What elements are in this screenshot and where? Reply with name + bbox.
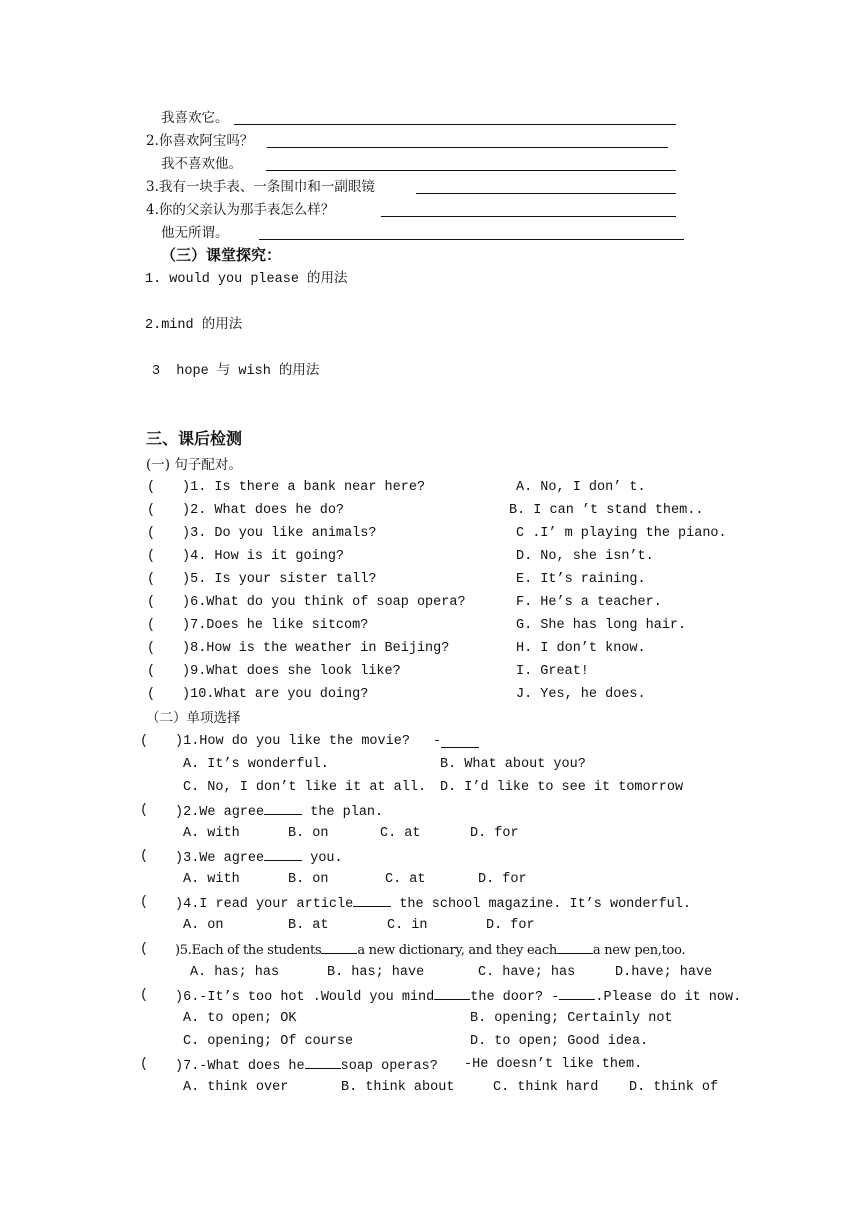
matching-answer: B. I can ’t stand them.. [509,503,704,518]
question-text: a new dictionary, and they each [357,943,557,958]
option-d[interactable]: D. for [486,918,535,933]
answer-paren[interactable]: ( [147,572,156,587]
question-text: )5.Each of the students [175,943,322,958]
option-b[interactable]: B. What about you? [440,757,586,772]
question-text: the school magazine. It’s wonderful. [391,897,691,912]
option-b[interactable]: B. on [288,872,329,887]
matching-answer: H. I don’t know. [516,641,646,656]
answer-paren[interactable]: ( [147,549,156,564]
explore-item-1: 1. would you please 的用法 [145,272,348,287]
answer-paren[interactable]: ( [147,641,156,656]
answer-paren[interactable]: ( [140,849,149,864]
option-d[interactable]: D. for [478,872,527,887]
option-c[interactable]: C. opening; Of course [183,1034,354,1049]
choice-heading: （二）单项选择 [146,710,241,726]
matching-question: )1. Is there a bank near here? [182,480,426,495]
matching-question: )9.What does she look like? [182,664,401,679]
answer-paren[interactable]: ( [140,734,149,749]
translation-line-1: 我喜欢它。 [161,110,229,126]
choice-question-4 [175,894,691,914]
explore-heading: （三）课堂探究： [161,246,282,264]
answer-paren[interactable]: ( [147,595,156,610]
answer-paren[interactable]: ( [140,895,149,910]
matching-question: )6.What do you think of soap opera? [182,595,466,610]
answer-paren[interactable]: ( [147,480,156,495]
matching-question: )8.How is the weather in Beijing? [182,641,450,656]
answer-blank[interactable] [264,802,302,815]
option-b[interactable]: B. think about [341,1080,455,1095]
dialog-dash: - [433,734,442,749]
choice-question-3 [175,848,343,868]
option-c[interactable]: C. have; has [478,965,576,980]
translation-line-6: 他无所谓。 [161,225,229,241]
answer-blank-line[interactable] [266,170,676,171]
option-a[interactable]: A. has; has [190,965,280,980]
option-a[interactable]: A. on [183,918,224,933]
choice-question-2 [175,802,383,822]
option-b[interactable]: B. on [288,826,329,841]
option-a[interactable]: A. with [183,872,240,887]
option-a[interactable]: A. think over [183,1080,289,1095]
matching-question: )10.What are you doing? [182,687,369,702]
question-text: soap operas? [340,1059,438,1074]
answer-paren[interactable]: ( [147,618,156,633]
matching-answer: J. Yes, he does. [516,687,646,702]
matching-question: )2. What does he do? [182,503,345,518]
option-a[interactable]: A. It’s wonderful. [183,757,329,772]
option-c[interactable]: C. No, I don’t like it at all. [183,780,427,795]
answer-paren[interactable]: ( [140,942,149,957]
answer-paren[interactable]: ( [147,664,156,679]
answer-paren[interactable]: ( [140,988,149,1003]
answer-blank-line[interactable] [259,239,684,240]
option-d[interactable]: D.have; have [615,965,713,980]
matching-answer: D. No, she isn’t. [516,549,654,564]
answer-blank[interactable] [264,848,302,861]
choice-question-7 [175,1056,438,1076]
option-d[interactable]: D. I’d like to see it tomorrow [440,780,684,795]
question-text: the plan. [302,805,384,820]
matching-question: )5. Is your sister tall? [182,572,377,587]
option-a[interactable]: A. with [183,826,240,841]
answer-blank-line[interactable] [267,147,668,148]
answer-paren[interactable]: ( [140,1057,149,1072]
question-text: you. [302,851,343,866]
matching-answer: A. No, I don’ t. [516,480,646,495]
matching-heading: (一) 句子配对。 [146,457,242,473]
option-b[interactable]: B. has; have [327,965,425,980]
matching-question: )7.Does he like sitcom? [182,618,369,633]
option-c[interactable]: C. in [387,918,428,933]
answer-blank[interactable] [557,941,593,954]
choice-question-6 [175,987,741,1007]
explore-item-2: 2.mind 的用法 [145,318,243,333]
answer-blank-line[interactable] [416,193,676,194]
dialog-reply: -He doesn’t like them. [464,1057,643,1072]
choice-question-5 [175,941,685,960]
choice-question-1: )1.How do you like the movie? [175,734,410,749]
question-text: )7.-What does he [175,1059,305,1074]
option-d[interactable]: D. to open; Good idea. [470,1034,649,1049]
question-text: .Please do it now. [595,990,742,1005]
translation-line-4: 3.我有一块手表、一条围巾和一副眼镜 [146,179,375,195]
option-c[interactable]: C. think hard [493,1080,599,1095]
matching-answer: F. He’s a teacher. [516,595,662,610]
answer-blank-line[interactable] [381,216,676,217]
translation-line-2: 2.你喜欢阿宝吗？ [146,133,254,149]
option-b[interactable]: B. opening; Certainly not [470,1011,673,1026]
option-c[interactable]: C. at [385,872,426,887]
question-text: the door? - [470,990,560,1005]
answer-paren[interactable]: ( [140,803,149,818]
question-text: )6.-It’s too hot .Would you mind [175,990,435,1005]
section-heading: 三、课后检测 [146,429,243,448]
option-c[interactable]: C. at [380,826,421,841]
question-text: )2.We agree [175,805,265,820]
matching-answer: I. Great! [516,664,589,679]
answer-blank[interactable] [353,894,391,907]
answer-blank-line[interactable] [234,124,676,125]
explore-item-3: 3 hope 与 wish 的用法 [152,364,320,379]
option-a[interactable]: A. to open; OK [183,1011,297,1026]
option-b[interactable]: B. at [288,918,329,933]
answer-blank-line[interactable] [441,747,479,748]
matching-question: )4. How is it going? [182,549,345,564]
answer-paren[interactable]: ( [147,526,156,541]
matching-answer: G. She has long hair. [516,618,687,633]
question-text: )3.We agree [175,851,265,866]
answer-blank[interactable] [305,1056,341,1069]
answer-paren[interactable]: ( [147,687,156,702]
answer-blank[interactable] [559,987,595,1000]
answer-paren[interactable]: ( [147,503,156,518]
answer-blank[interactable] [321,941,357,954]
translation-line-3: 我不喜欢他。 [161,156,242,172]
question-text: )4.I read your article [175,897,354,912]
question-text: a new pen,too. [592,943,686,958]
translation-line-5: 4.你的父亲认为那手表怎么样？ [146,202,335,218]
matching-question: )3. Do you like animals? [182,526,377,541]
answer-blank[interactable] [434,987,470,1000]
matching-answer: C .I’ m playing the piano. [516,526,727,541]
option-d[interactable]: D. for [470,826,519,841]
option-d[interactable]: D. think of [629,1080,719,1095]
matching-answer: E. It’s raining. [516,572,646,587]
